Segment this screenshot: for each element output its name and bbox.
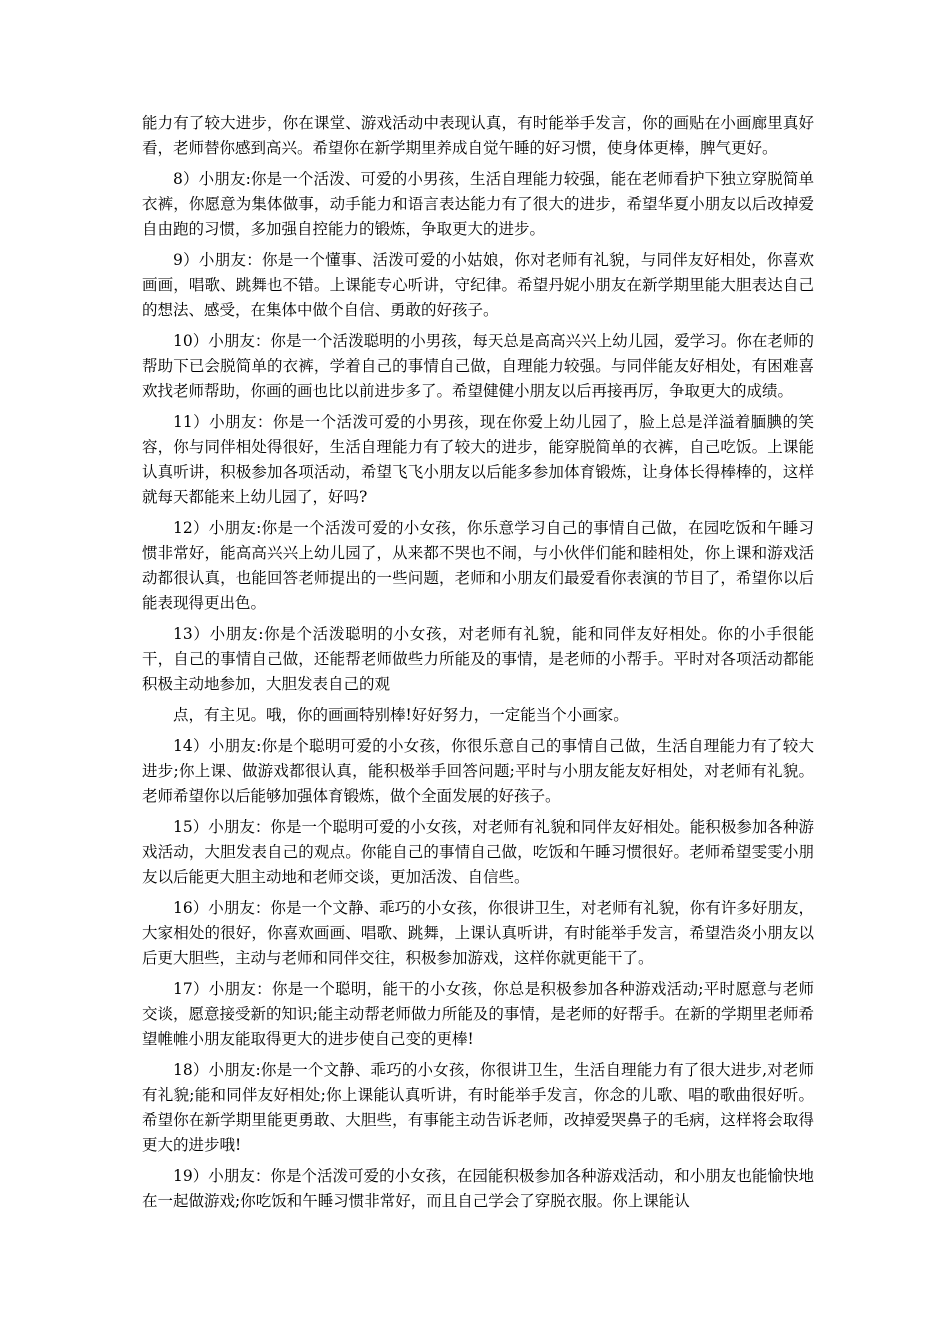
paragraph-item-16: 16）小朋友：你是一个文静、乖巧的小女孩，你很讲卫生，对老师有礼貌，你有许多好朋友，大家相处的很好，你喜欢画画、唱歌、跳舞，上课认真听讲，有时能举手发言，希望浩炎小朋友以后更大胆些，主动与老师和同伴交往，积极参加游戏，这样你就更能干了。: [142, 899, 814, 967]
paragraph-item-19: 19）小朋友：你是个活泼可爱的小女孩，在园能积极参加各种游戏活动，和小朋友也能愉快地在一起做游戏;你吃饭和午睡习惯非常好，而且自己学会了穿脱衣服。你上课能认: [142, 1167, 814, 1210]
paragraph-item-9: 9）小朋友：你是一个懂事、活泼可爱的小姑娘，你对老师有礼貌，与同伴友好相处，你喜欢画画，唱歌、跳舞也不错。上课能专心听讲，守纪律。希望丹妮小朋友在新学期里能大胆表达自己的想法、感受，在集体中做个自信、勇敢的好孩子。: [142, 251, 814, 319]
document-body: [142, 111, 814, 1220]
paragraph-item-10: 10）小朋友：你是一个活泼聪明的小男孩，每天总是高高兴兴上幼儿园，爱学习。你在老师的帮助下已会脱简单的衣裤，学着自己的事情自己做，自理能力较强。与同伴能友好相处，有困难喜欢找老师帮助，你画的画也比以前进步多了。希望健健小朋友以后再接再厉，争取更大的成绩。: [142, 332, 814, 400]
paragraph-item-17: 17）小朋友：你是一个聪明，能干的小女孩，你总是积极参加各种游戏活动;平时愿意与老师交谈，愿意接受新的知识;能主动帮老师做力所能及的事情，是老师的好帮手。在新的学期里老师希望帷帷小朋友能取得更大的进步使自己变的更棒!: [142, 980, 814, 1048]
paragraph-item-11: 11）小朋友：你是一个活泼可爱的小男孩，现在你爱上幼儿园了，脸上总是洋溢着腼腆的笑容，你与同伴相处得很好，生活自理能力有了较大的进步，能穿脱简单的衣裤，自己吃饭。上课能认真听讲，积极参加各项活动，希望飞飞小朋友以后能多参加体育锻炼，让身体长得棒棒的，这样就每天都能来上幼儿园了，好吗?: [142, 413, 814, 506]
paragraph-item-14: 14）小朋友:你是个聪明可爱的小女孩，你很乐意自己的事情自己做，生活自理能力有了较大进步;你上课、做游戏都很认真，能积极举手回答问题;平时与小朋友能友好相处，对老师有礼貌。老师希望你以后能够加强体育锻炼，做个全面发展的好孩子。: [142, 737, 814, 805]
paragraph-item-12: 12）小朋友:你是一个活泼可爱的小女孩，你乐意学习自己的事情自己做，在园吃饭和午睡习惯非常好，能高高兴兴上幼儿园了，从来都不哭也不闹，与小伙伴们能和睦相处，你上课和游戏活动都很认真，也能回答老师提出的一些问题，老师和小朋友们最爱看你表演的节目了，希望你以后能表现得更出色。: [142, 519, 814, 612]
paragraph-continued: 能力有了较大进步，你在课堂、游戏活动中表现认真，有时能举手发言，你的画贴在小画廊里真好看，老师替你感到高兴。希望你在新学期里养成自觉午睡的好习惯，使身体更棒，脾气更好。: [142, 114, 814, 157]
paragraph-item-18: 18）小朋友:你是一个文静、乖巧的小女孩，你很讲卫生，生活自理能力有了很大进步,对老师有礼貌;能和同伴友好相处;你上课能认真听讲，有时能举手发言，你念的儿歌、唱的歌曲很好听。希望你在新学期里能更勇敢、大胆些，有事能主动告诉老师，改掉爱哭鼻子的毛病，这样将会取得更大的进步哦!: [142, 1061, 814, 1154]
paragraph-item-15: 15）小朋友：你是一个聪明可爱的小女孩，对老师有礼貌和同伴友好相处。能积极参加各种游戏活动，大胆发表自己的观点。你能自己的事情自己做，吃饭和午睡习惯很好。老师希望雯雯小朋友以后能更大胆主动地和老师交谈，更加活泼、自信些。: [142, 818, 814, 886]
paragraph-item-13: 13）小朋友:你是个活泼聪明的小女孩，对老师有礼貌，能和同伴友好相处。你的小手很能干，自己的事情自己做，还能帮老师做些力所能及的事情，是老师的小帮手。平时对各项活动都能积极主动地参加，大胆发表自己的观: [142, 625, 814, 693]
paragraph-item-13-continued: 点，有主见。哦，你的画画特别棒!好好努力，一定能当个小画家。: [173, 706, 629, 724]
paragraph-item-8: 8）小朋友:你是一个活泼、可爱的小男孩，生活自理能力较强，能在老师看护下独立穿脱简单衣裤，你愿意为集体做事，动手能力和语言表达能力有了很大的进步，希望华夏小朋友以后改掉爱自由跑的习惯，多加强自控能力的锻炼，争取更大的进步。: [142, 170, 814, 238]
